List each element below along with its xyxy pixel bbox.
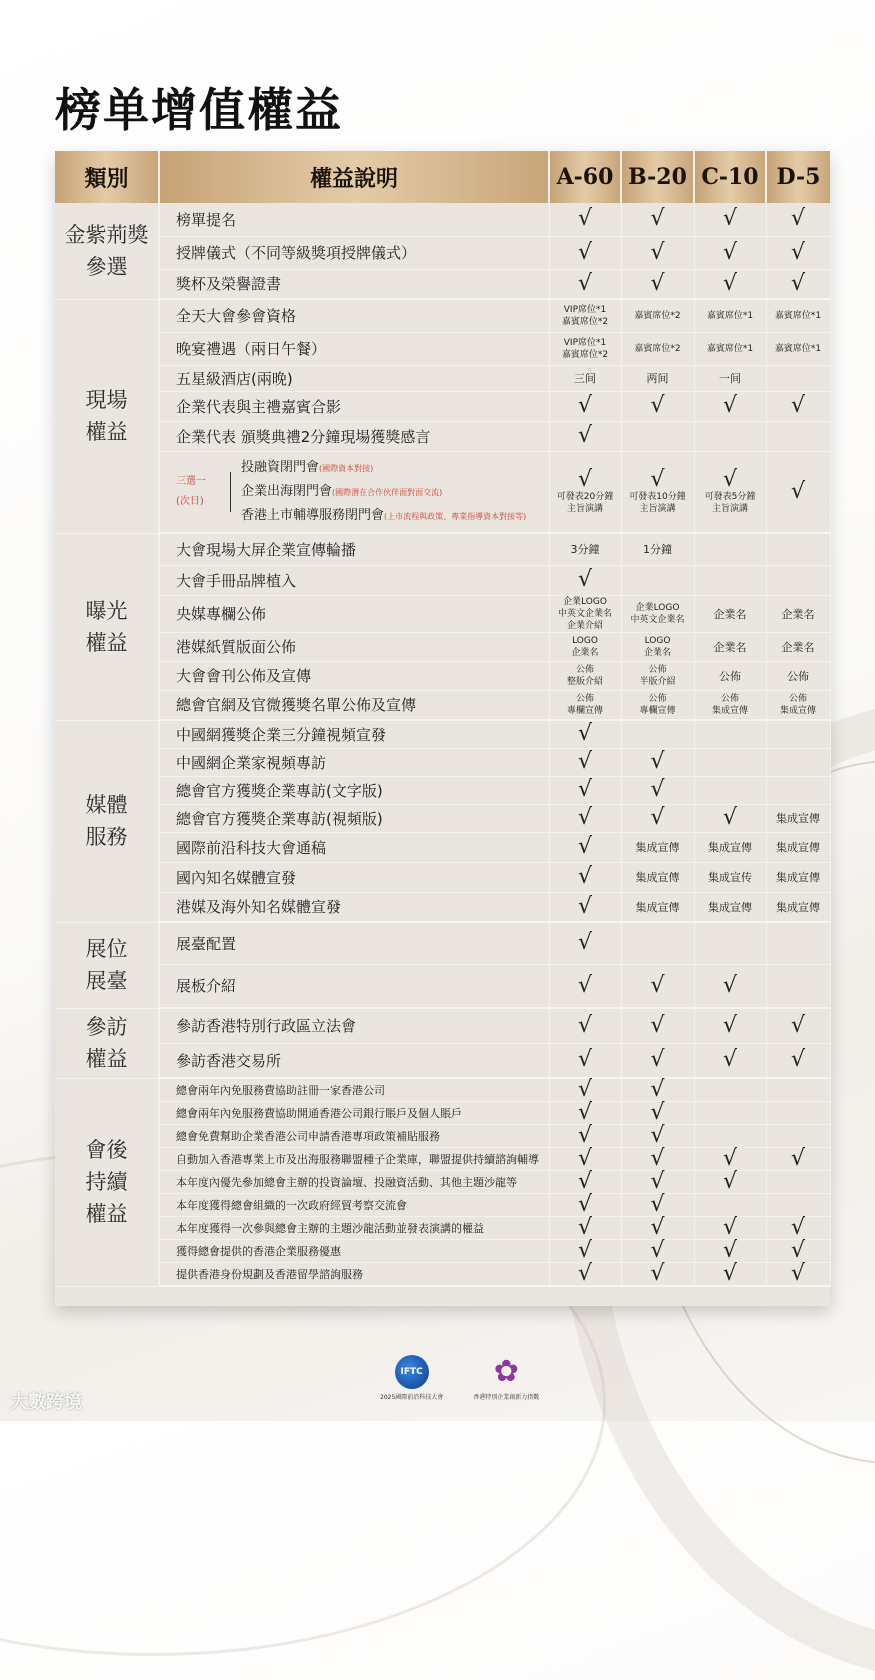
header-tier-d: D-5 — [766, 151, 830, 203]
table-row — [55, 632, 830, 661]
category-cell — [55, 1078, 159, 1286]
table-row — [55, 862, 830, 892]
category-label: 權益 — [85, 630, 128, 655]
benefit-label: 大會會刊公佈及宣傳 — [159, 661, 549, 690]
cell-tier-c — [694, 565, 766, 595]
table-row — [55, 832, 830, 862]
cell-tier-c: √ — [694, 964, 766, 1008]
benefit-label: 授牌儀式（不同等級獎項授牌儀式） — [159, 236, 549, 269]
cell-tier-d: 公佈 集成宣傳 — [766, 690, 830, 720]
cell-tier-a: √ — [549, 203, 621, 236]
cell-tier-a: LOGO 企業名 — [549, 632, 621, 661]
cell-tier-b — [621, 451, 694, 533]
check-mark: √ — [577, 466, 593, 492]
cell-tier-c: 企業名 — [694, 595, 766, 632]
benefit-label: 本年度獲得總會組織的一次政府經貿考察交流會 — [159, 1194, 549, 1217]
header-description: 權益說明 — [159, 151, 549, 203]
benefit-label: 晚宴禮遇（兩日午餐） — [159, 332, 549, 365]
page-title: 榜单增值權益 — [55, 83, 343, 137]
cell-tier-a: √ — [549, 1171, 621, 1194]
table-row — [55, 964, 830, 1008]
header-tier-a: A-60 — [549, 151, 621, 203]
benefit-label: 企業代表與主禮嘉賓合影 — [159, 391, 549, 421]
cell-tier-d: 公佈 — [766, 661, 830, 690]
cell-tier-b: √ — [621, 1102, 694, 1125]
cell-tier-a: √ — [549, 421, 621, 451]
benefit-label: 港媒紙質版面公佈 — [159, 632, 549, 661]
cell-tier-b: √ — [621, 1171, 694, 1194]
cell-tier-c — [694, 451, 766, 533]
table-row — [55, 922, 830, 964]
benefit-label: 中國網獲獎企業三分鐘視頻宣發 — [159, 720, 549, 748]
cell-tier-d — [766, 421, 830, 451]
cell-tier-d — [766, 1078, 830, 1102]
cell-tier-c — [694, 1125, 766, 1148]
table-row — [55, 892, 830, 922]
cell-tier-c: √ — [694, 203, 766, 236]
cell-tier-a: √ — [549, 1217, 621, 1240]
cell-tier-a: √ — [549, 1043, 621, 1078]
option-row — [55, 451, 830, 533]
table-row — [55, 269, 830, 299]
table-row — [55, 365, 830, 391]
cell-tier-c: √ — [694, 1263, 766, 1287]
cell-tier-b: √ — [621, 1263, 694, 1287]
benefit-label: 參訪香港交易所 — [159, 1043, 549, 1078]
table-row — [55, 565, 830, 595]
cell-tier-d — [766, 533, 830, 565]
cell-tier-a: √ — [549, 776, 621, 804]
cell-tier-d — [766, 776, 830, 804]
table-body — [55, 203, 830, 1286]
benefit-label: 大會手冊品牌植入 — [159, 565, 549, 595]
table-row — [55, 748, 830, 776]
cell-tier-b: √ — [621, 391, 694, 421]
cell-tier-a: √ — [549, 1008, 621, 1043]
table-row — [55, 1125, 830, 1148]
table-row — [55, 776, 830, 804]
option-item-note: (國際資本對接) — [319, 463, 374, 473]
cell-tier-c: √ — [694, 269, 766, 299]
cell-tier-d: 集成宣傳 — [766, 804, 830, 832]
cell-tier-d: 嘉賓席位*1 — [766, 299, 830, 332]
table-row — [55, 203, 830, 236]
benefit-label: 國際前沿科技大會通稿 — [159, 832, 549, 862]
cell-tier-d: √ — [766, 236, 830, 269]
cell-tier-b — [621, 720, 694, 748]
cell-tier-c — [694, 720, 766, 748]
category-cell — [55, 1008, 159, 1078]
cell-tier-b: 公佈 半版介紹 — [621, 661, 694, 690]
cell-tier-a: √ — [549, 892, 621, 922]
category-cell — [55, 720, 159, 922]
watermark: 大數跨境 — [10, 1392, 82, 1413]
cell-tier-d: √ — [766, 1148, 830, 1171]
header-category: 類別 — [55, 151, 159, 203]
cell-tier-c — [694, 533, 766, 565]
cell-tier-c: √ — [694, 1217, 766, 1240]
benefit-label: 央媒專欄公佈 — [159, 595, 549, 632]
iftc-globe-icon: IFTC — [395, 1355, 429, 1389]
cell-tier-b: 企業LOGO 中英文企業名 — [621, 595, 694, 632]
table-row — [55, 1194, 830, 1217]
cell-tier-b: √ — [621, 236, 694, 269]
cell-tier-d: 企業名 — [766, 595, 830, 632]
category-cell — [55, 203, 159, 299]
table-row — [55, 1240, 830, 1263]
cell-tier-b: 集成宣傳 — [621, 892, 694, 922]
cell-tier-a: √ — [549, 391, 621, 421]
table-row — [55, 1171, 830, 1194]
table-row — [55, 236, 830, 269]
check-mark: √ — [722, 466, 738, 492]
benefit-label: 總會官網及官微獲獎名單公佈及宣傳 — [159, 690, 549, 720]
cell-tier-c: √ — [694, 1043, 766, 1078]
cell-tier-c: √ — [694, 236, 766, 269]
category-cell — [55, 922, 159, 1008]
cell-tier-d: 集成宣傳 — [766, 862, 830, 892]
table-row — [55, 1148, 830, 1171]
option-description — [159, 451, 549, 533]
cell-tier-b: LOGO 企業名 — [621, 632, 694, 661]
cell-tier-d — [766, 565, 830, 595]
cell-tier-c — [694, 1194, 766, 1217]
cell-tier-a: √ — [549, 804, 621, 832]
benefit-label: 國內知名媒體宣發 — [159, 862, 549, 892]
table-row — [55, 332, 830, 365]
category-label: 展臺 — [85, 969, 128, 993]
cell-tier-d — [766, 1171, 830, 1194]
cell-tier-c: √ — [694, 1240, 766, 1263]
cell-tier-c: 集成宣传 — [694, 862, 766, 892]
cell-tier-d — [766, 1125, 830, 1148]
table-header-row — [55, 151, 830, 203]
cell-tier-c: √ — [694, 804, 766, 832]
benefit-label: 總會免費幫助企業香港公司申請香港專項政策補貼服務 — [159, 1125, 549, 1148]
cell-tier-b: √ — [621, 1078, 694, 1102]
table-row — [55, 1263, 830, 1287]
cell-tier-d — [766, 1194, 830, 1217]
category-label: 參選 — [85, 254, 128, 279]
benefit-label: 總會官方獲獎企業專訪(文字版) — [159, 776, 549, 804]
option-item-label: 香港上市輔導服務閉門會 — [241, 507, 385, 523]
cell-tier-b: 公佈 專欄宣傳 — [621, 690, 694, 720]
cell-tier-c: 企業名 — [694, 632, 766, 661]
cell-tier-b: √ — [621, 1008, 694, 1043]
cell-tier-d: √ — [766, 1008, 830, 1043]
cell-tier-b: √ — [621, 1217, 694, 1240]
cell-tier-a: √ — [549, 832, 621, 862]
cell-tier-d: √ — [766, 451, 830, 533]
table-row — [55, 421, 830, 451]
cell-tier-d — [766, 748, 830, 776]
benefit-label: 提供香港身份規劃及香港留學諮詢服務 — [159, 1263, 549, 1287]
category-label: 持續 — [85, 1170, 128, 1194]
cell-tier-a: √ — [549, 720, 621, 748]
cell-tier-d: √ — [766, 1217, 830, 1240]
option-item-label: 企業出海閉門會 — [241, 483, 333, 499]
cell-tier-c — [694, 421, 766, 451]
cell-tier-d: √ — [766, 1043, 830, 1078]
cell-tier-b: 集成宣傳 — [621, 862, 694, 892]
table-row — [55, 299, 830, 332]
category-label: 現場 — [85, 388, 128, 412]
benefit-label: 全天大會參會資格 — [159, 299, 549, 332]
cell-tier-b: √ — [621, 748, 694, 776]
table-row — [55, 661, 830, 690]
table-row — [55, 533, 830, 565]
speech-note: 可發表10分鐘 主旨演講 — [629, 491, 686, 514]
benefit-label: 港媒及海外知名媒體宣發 — [159, 892, 549, 922]
cell-tier-a: √ — [549, 1102, 621, 1125]
category-label: 參訪 — [85, 1015, 128, 1039]
cell-tier-d: √ — [766, 1263, 830, 1287]
bauhinia-flower-icon: ✿ — [493, 1354, 519, 1389]
bauhinia-caption: 香港特別企業創新力指數 — [473, 1394, 540, 1401]
benefit-label: 展臺配置 — [159, 922, 549, 964]
cell-tier-c: √ — [694, 1148, 766, 1171]
table-row — [55, 1217, 830, 1240]
footer-logos — [380, 1355, 539, 1401]
table-row — [55, 391, 830, 421]
table-row — [55, 1078, 830, 1102]
cell-tier-c: 集成宣傳 — [694, 832, 766, 862]
category-label: 權益 — [85, 1047, 128, 1071]
option-item-note: (國際潛在合作伙伴面對面交流) — [332, 487, 443, 497]
cell-tier-c: 公佈 集成宣傳 — [694, 690, 766, 720]
cell-tier-b: √ — [621, 964, 694, 1008]
benefits-table — [55, 151, 831, 1287]
category-cell — [55, 299, 159, 533]
cell-tier-c: √ — [694, 1008, 766, 1043]
cell-tier-d: √ — [766, 203, 830, 236]
cell-tier-b: 嘉賓席位*2 — [621, 332, 694, 365]
cell-tier-a: √ — [549, 1125, 621, 1148]
benefit-label: 本年度內優先參加總會主辦的投資論壇、投融資活動、其他主題沙龍等 — [159, 1171, 549, 1194]
cell-tier-d — [766, 964, 830, 1008]
table-row — [55, 1102, 830, 1125]
speech-note: 可發表20分鐘 主旨演講 — [556, 491, 614, 514]
cell-tier-a: VIP席位*1 嘉賓席位*2 — [549, 299, 621, 332]
bauhinia-logo — [473, 1355, 539, 1401]
cell-tier-d: 集成宣傳 — [766, 892, 830, 922]
cell-tier-a: √ — [549, 862, 621, 892]
category-cell — [55, 533, 159, 720]
cell-tier-a: √ — [549, 1263, 621, 1287]
category-label: 權益 — [85, 420, 128, 444]
cell-tier-d: √ — [766, 1240, 830, 1263]
cell-tier-b: √ — [621, 203, 694, 236]
cell-tier-a: √ — [549, 1078, 621, 1102]
table-row — [55, 1043, 830, 1078]
table-row — [55, 804, 830, 832]
table-row — [55, 595, 830, 632]
table-row — [55, 720, 830, 748]
cell-tier-c: 嘉賓席位*1 — [694, 332, 766, 365]
cell-tier-b: √ — [621, 269, 694, 299]
benefits-table-card — [55, 151, 830, 1306]
cell-tier-c: 公佈 — [694, 661, 766, 690]
benefit-label: 展板介紹 — [159, 964, 549, 1008]
benefit-label: 參訪香港特別行政區立法會 — [159, 1008, 549, 1043]
iftc-logo — [380, 1355, 443, 1401]
cell-tier-a: √ — [549, 1194, 621, 1217]
cell-tier-a: 公佈 專欄宣傳 — [549, 690, 621, 720]
benefit-label: 總會官方獲獎企業專訪(視頻版) — [159, 804, 549, 832]
cell-tier-b: √ — [621, 804, 694, 832]
benefit-label: 大會現場大屏企業宣傳輪播 — [159, 533, 549, 565]
cell-tier-d: 企業名 — [766, 632, 830, 661]
category-label: 媒體 — [85, 793, 128, 817]
cell-tier-b — [621, 421, 694, 451]
cell-tier-b: 1分鐘 — [621, 533, 694, 565]
cell-tier-a: √ — [549, 1148, 621, 1171]
category-label: 會後 — [85, 1138, 128, 1162]
cell-tier-a: √ — [549, 748, 621, 776]
cell-tier-a: 公佈 整版介紹 — [549, 661, 621, 690]
cell-tier-b: √ — [621, 1148, 694, 1171]
cell-tier-c — [694, 776, 766, 804]
cell-tier-a: 3分鐘 — [549, 533, 621, 565]
benefit-label: 榜單提名 — [159, 203, 549, 236]
benefit-label: 總會兩年內免服務費協助開通香港公司銀行賬戶及個人賬戶 — [159, 1102, 549, 1125]
benefit-label: 總會兩年內免服務費協助註冊一家香港公司 — [159, 1078, 549, 1102]
category-label: 展位 — [85, 937, 128, 961]
cell-tier-d: √ — [766, 391, 830, 421]
iftc-caption: 2025國際前沿科技大會 — [380, 1394, 444, 1401]
benefit-label: 自動加入香港專業上市及出海服務聯盟種子企業庫，聯盟提供持續諮詢輔導 — [159, 1148, 549, 1171]
cell-tier-a: 三间 — [549, 365, 621, 391]
benefit-label: 企業代表 頒獎典禮2分鐘現場獲獎感言 — [159, 421, 549, 451]
cell-tier-c: √ — [694, 391, 766, 421]
benefit-label: 本年度獲得一次參與總會主辦的主題沙龍活動並發表演講的權益 — [159, 1217, 549, 1240]
cell-tier-b: √ — [621, 1194, 694, 1217]
cell-tier-c — [694, 922, 766, 964]
cell-tier-b: 集成宣傳 — [621, 832, 694, 862]
speech-note: 可發表5分鐘 主旨演講 — [704, 491, 756, 514]
category-label: 金紫荊獎 — [64, 222, 149, 247]
cell-tier-a: √ — [549, 236, 621, 269]
cell-tier-a: √ — [549, 1240, 621, 1263]
cell-tier-a: 企業LOGO 中英文企業名 企業介紹 — [549, 595, 621, 632]
cell-tier-b: √ — [621, 1125, 694, 1148]
category-label: 服務 — [85, 825, 128, 849]
category-label: 權益 — [85, 1202, 128, 1226]
cell-tier-d: 嘉賓席位*1 — [766, 332, 830, 365]
cell-tier-d — [766, 720, 830, 748]
cell-tier-a: VIP席位*1 嘉賓席位*2 — [549, 332, 621, 365]
cell-tier-c — [694, 748, 766, 776]
cell-tier-a: √ — [549, 964, 621, 1008]
benefit-label: 五星級酒店(兩晚) — [159, 365, 549, 391]
check-mark: √ — [650, 466, 665, 492]
cell-tier-a: √ — [549, 922, 621, 964]
cell-tier-b: 两间 — [621, 365, 694, 391]
cell-tier-a: √ — [549, 565, 621, 595]
option-selector-label: 三選一 — [176, 475, 206, 487]
option-item-note: (上市流程與政策、專業指導資本對接等) — [384, 511, 527, 521]
cell-tier-b — [621, 565, 694, 595]
cell-tier-a — [549, 451, 621, 533]
option-selector-label: (次日) — [176, 495, 204, 507]
cell-tier-d: √ — [766, 269, 830, 299]
cell-tier-d — [766, 922, 830, 964]
cell-tier-c — [694, 1102, 766, 1125]
cell-tier-b: 嘉賓席位*2 — [621, 299, 694, 332]
cell-tier-d — [766, 365, 830, 391]
cell-tier-b — [621, 922, 694, 964]
cell-tier-c: 集成宣傳 — [694, 892, 766, 922]
cell-tier-b: √ — [621, 1043, 694, 1078]
header-tier-b: B-20 — [621, 151, 694, 203]
table-row — [55, 690, 830, 720]
cell-tier-b: √ — [621, 1240, 694, 1263]
cell-tier-d: 集成宣傳 — [766, 832, 830, 862]
cell-tier-a: √ — [549, 269, 621, 299]
option-item-label: 投融資閉門會 — [241, 459, 320, 475]
category-label: 曝光 — [85, 598, 128, 623]
benefit-label: 獎杯及榮譽證書 — [159, 269, 549, 299]
benefit-label: 中國網企業家視頻專訪 — [159, 748, 549, 776]
cell-tier-c: 一间 — [694, 365, 766, 391]
benefit-label: 獲得總會提供的香港企業服務優惠 — [159, 1240, 549, 1263]
cell-tier-d — [766, 1102, 830, 1125]
cell-tier-c: 嘉賓席位*1 — [694, 299, 766, 332]
table-row — [55, 1008, 830, 1043]
cell-tier-c — [694, 1078, 766, 1102]
header-tier-c: C-10 — [694, 151, 766, 203]
cell-tier-c: √ — [694, 1171, 766, 1194]
cell-tier-b: √ — [621, 776, 694, 804]
